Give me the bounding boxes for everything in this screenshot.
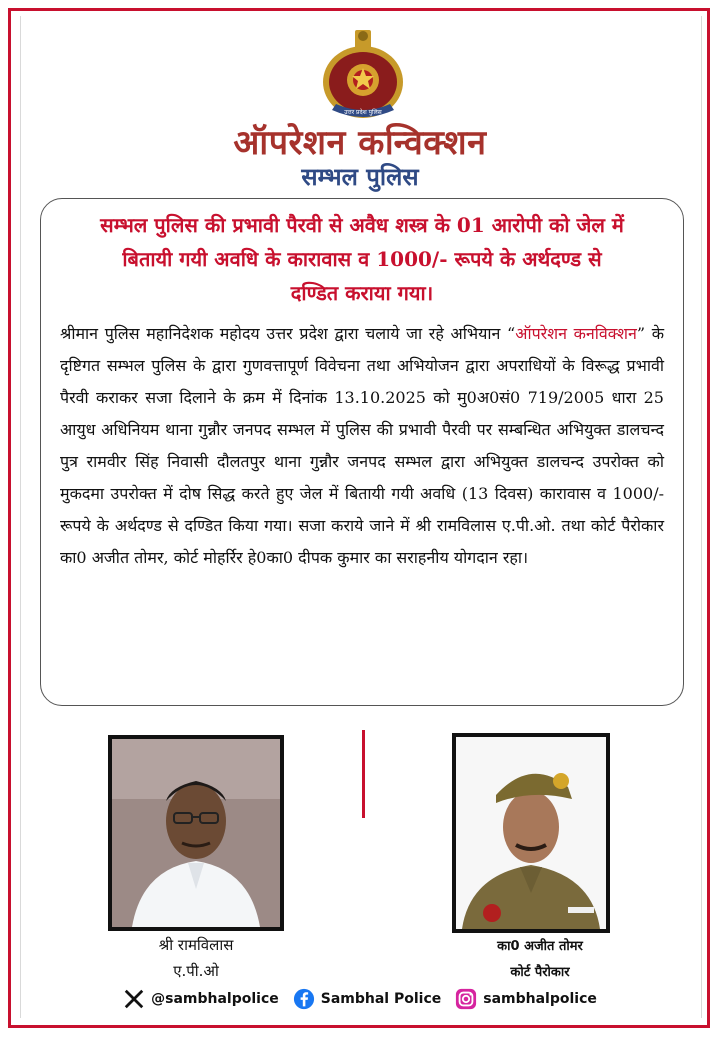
- x-handle: @sambhalpolice: [151, 991, 279, 1007]
- district-police-title: सम्भल पुलिस: [301, 163, 419, 191]
- headline: [52, 208, 672, 310]
- apo-name: श्री रामविलास: [158, 936, 234, 954]
- campaign-title: ऑपरेशन कन्विक्शन: [233, 123, 487, 163]
- apo-photo: [108, 735, 284, 931]
- constable-photo: [452, 733, 610, 933]
- social-bar: [0, 986, 720, 1012]
- up-police-emblem: [318, 26, 408, 122]
- photo-divider: [362, 730, 365, 818]
- news-body: [60, 318, 664, 574]
- constable-caption: [440, 934, 640, 986]
- emblem-caption: उत्तर प्रदेश पुलिस: [344, 109, 382, 116]
- campaign-highlight: ऑपरेशन कनविक्शन: [515, 324, 637, 343]
- x-icon: [123, 988, 145, 1010]
- apo-role: ए.पी.ओ: [173, 962, 219, 980]
- headline-line-2: बितायी गयी अवधि के कारावास व 1000/- रूपये के अर्थदण्ड से: [122, 247, 602, 271]
- instagram-social-link[interactable]: [455, 988, 597, 1010]
- body-intro: श्रीमान पुलिस महानिदेशक महोदय उत्तर प्रदेश द्वारा चलाये जा रहे अभियान “: [60, 324, 516, 343]
- body-detail: ” के दृष्टिगत सम्भल पुलिस के द्वारा गुणवत्तापूर्ण विवेचना तथा अभियोजन द्वारा अपराधियों के विरूद्ध प्रभावी पैरवी कराकर सजा दिलाने के क्रम में दिनांक 13.10.2025 को मु0अ0सं0 719/2005 धारा 25 आयुध अधिनियम थाना गुन्नौर जनपद सम्भल में पुलिस की प्रभावी पैरवी पर सम्बन्धित अभियुक्त डालचन्द पुत्र रामवीर सिंह निवासी दौलतपुर थाना गुन्नौर जनपद सम्भल द्वारा अभियुक्त डालचन्द उपरोक्त को मुकदमा उपरोक्त में दोष सिद्ध करते हुए जेल में बितायी गयी अवधि (13 दिवस) कारावास व 1000/- रूपये के अर्थदण्ड से दण्डित किया गया। सजा कराये जाने में श्री रामविलास ए.पी.ओ. तथा कोर्ट पैरोकार का0 अजीत तोमर, कोर्ट मोहर्रिर हे0का0 दीपक कुमार का सराहनीय योगदान रहा।: [60, 324, 664, 567]
- instagram-icon: [455, 988, 477, 1010]
- constable-name: का0 अजीत तोमर: [497, 939, 583, 954]
- constable-role: कोर्ट पैरोकार: [510, 965, 570, 980]
- x-social-link[interactable]: [123, 988, 279, 1010]
- headline-line-3: दण्डित कराया गया।: [290, 281, 434, 305]
- facebook-page: Sambhal Police: [320, 991, 442, 1007]
- apo-caption: [108, 932, 284, 984]
- headline-line-1: सम्भल पुलिस की प्रभावी पैरवी से अवैध शस्त्र के 01 आरोपी को जेल में: [100, 213, 624, 237]
- instagram-handle: sambhalpolice: [483, 991, 597, 1007]
- facebook-icon: [293, 988, 315, 1010]
- facebook-social-link[interactable]: [293, 988, 442, 1010]
